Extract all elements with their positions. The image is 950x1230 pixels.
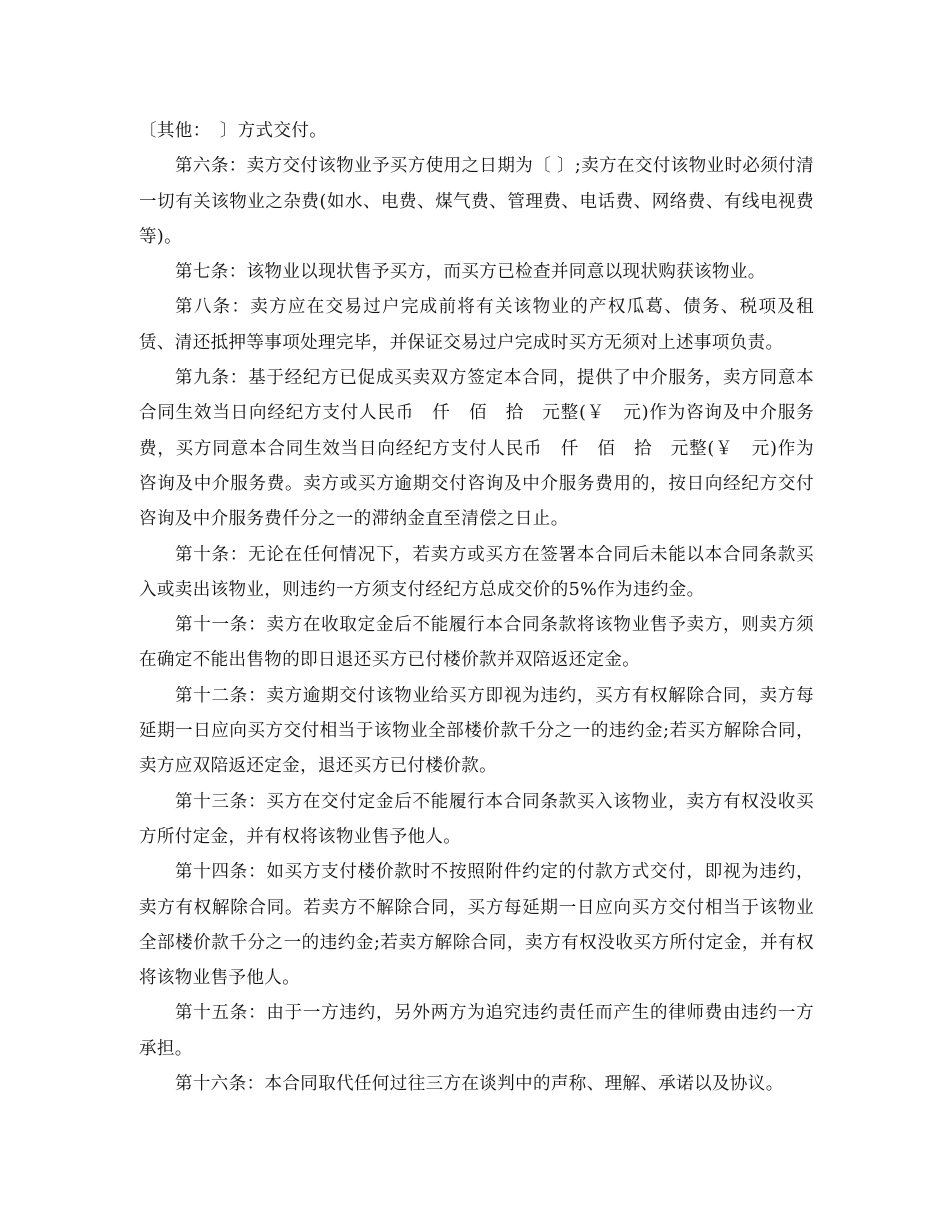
paragraph-article-6: 第六条：卖方交付该物业予买方使用之日期为〔 〕;卖方在交付该物业时必须付清一切有关该物业之杂费(如水、电费、煤气费、管理费、电话费、网络费、有线电视费等)。: [139, 156, 814, 247]
paragraph-article-11: 第十一条：卖方在收取定金后不能履行本合同条款将该物业售予卖方，则卖方须在确定不能出售物的即日退还买方已付楼价款并双陪返还定金。: [139, 615, 814, 671]
paragraph-article-14: 第十四条：如买方支付楼价款时不按照附件约定的付款方式交付，即视为违约，卖方有权解除合同。若卖方不解除合同，买方每延期一日应向买方交付相当于该物业全部楼价款千分之一的违约金;若卖方解除合同，卖方有权没收买方所付定金，并有权将该物业售予他人。: [139, 862, 814, 989]
paragraph-article-7: 第七条：该物业以现状售予买方，而买方已检查并同意以现状购获该物业。: [175, 262, 766, 283]
paragraph-article-15: 第十五条：由于一方违约，另外两方为追究违约责任而产生的律师费由违约一方承担。: [139, 1003, 814, 1059]
paragraph-article-10: 第十条：无论在任何情况下，若卖方或买方在签署本合同后未能以本合同条款买入或卖出该物业，则违约一方须支付经纪方总成交价的5%作为违约金。: [139, 544, 814, 600]
paragraph-article-8: 第八条：卖方应在交易过户完成前将有关该物业的产权瓜葛、债务、税项及租赁、清还抵押等事项处理完毕，并保证交易过户完成时买方无须对上述事项负责。: [139, 297, 814, 353]
paragraph-article-13: 第十三条：买方在交付定金后不能履行本合同条款买入该物业，卖方有权没收买方所付定金，并有权将该物业售予他人。: [139, 791, 814, 847]
paragraph-payment-method-continuation: 〔其他： 〕方式交付。: [139, 121, 328, 141]
paragraph-article-12: 第十二条：卖方逾期交付该物业给买方即视为违约，买方有权解除合同，卖方每延期一日应向买方交付相当于该物业全部楼价款千分之一的违约金;若买方解除合同，卖方应双陪返还定金，退还买方已付楼价款。: [139, 685, 814, 777]
paragraph-article-16: 第十六条：本合同取代任何过往三方在谈判中的声称、理解、承诺以及协议。: [175, 1074, 784, 1095]
paragraph-article-9: 第九条：基于经纪方已促成买卖双方签定本合同，提供了中介服务，卖方同意本合同生效当日向经纪方支付人民币 仟 佰 拾 元整(￥ 元)作为咨询及中介服务费，买方同意本合同生效当日向经纪方支付人民币 仟 佰 拾 元整(￥ 元)作为咨询及中介服务费。卖方或买方逾期交付咨询及中介服务费用的，按日向经纪方交付咨询及中介服务费仟分之一的滞纳金直至清偿之日止。: [139, 368, 814, 530]
contract-body: [139, 114, 814, 1102]
